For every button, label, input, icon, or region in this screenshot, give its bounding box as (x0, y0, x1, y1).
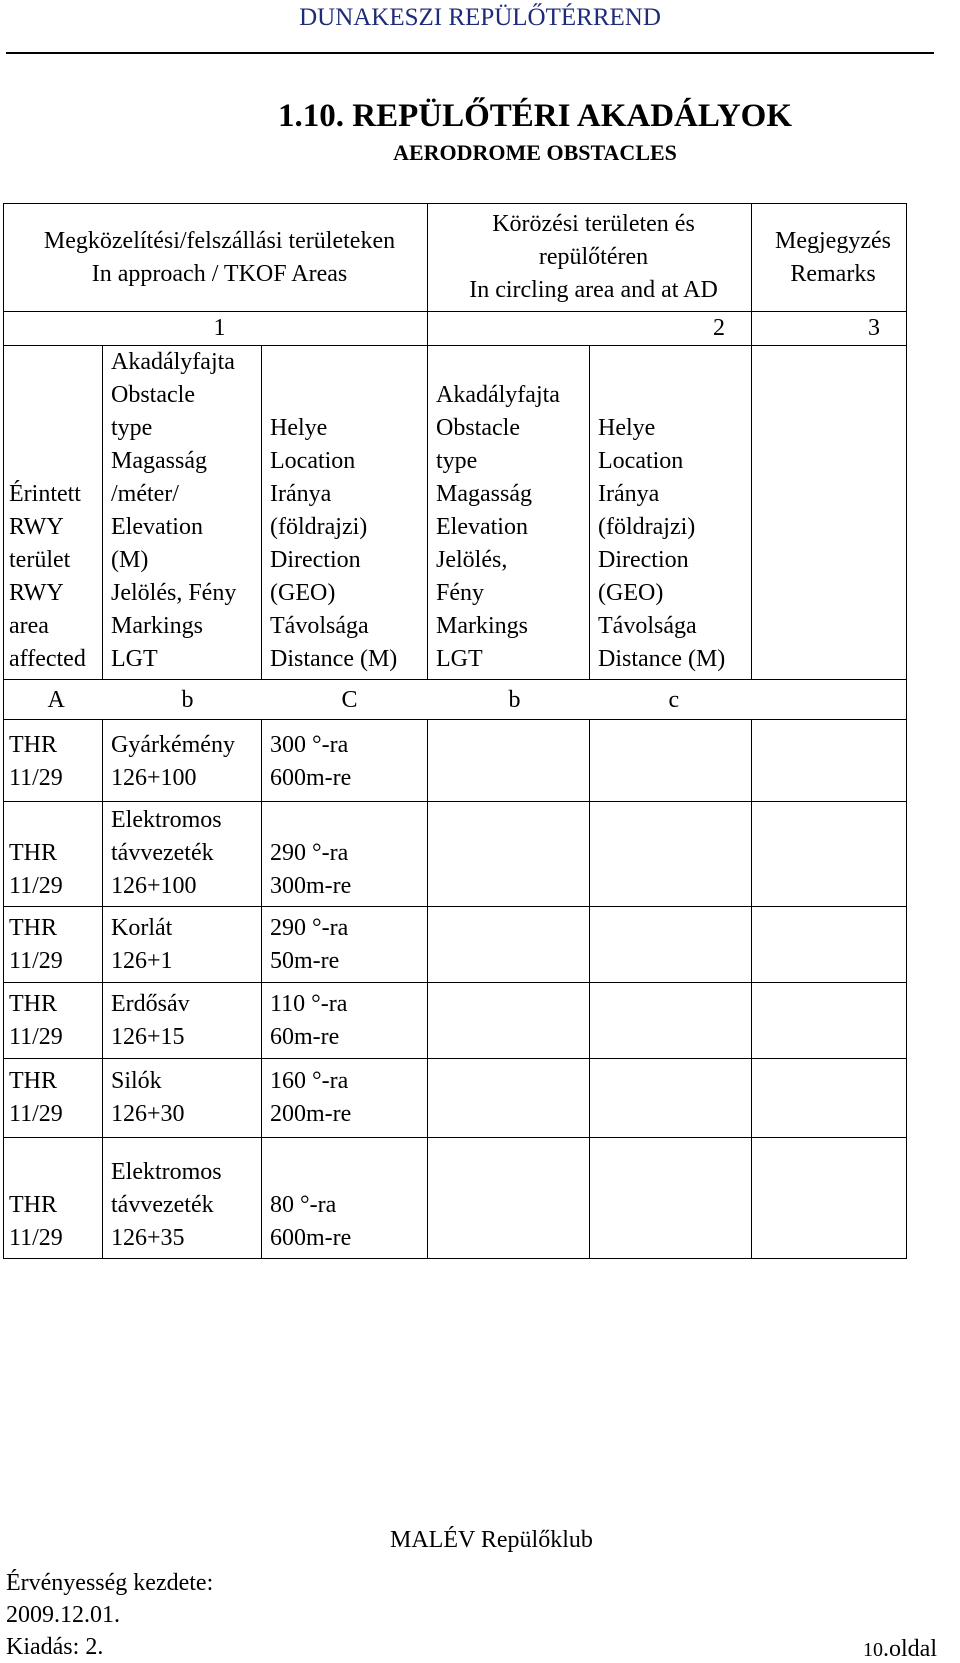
obstacle-cell: Elektromos távvezeték 126+35 (103, 1138, 262, 1259)
location-cell: 290 °-ra 50m-re (262, 907, 428, 983)
letter-a: A (47, 686, 65, 713)
rwy-cell: THR 11/29 (4, 1059, 103, 1138)
obstacles-table (3, 203, 907, 1259)
table-row (4, 1059, 907, 1138)
location-header: Helye Location Iránya (földrajzi) Direction (GEO) Távolsága Distance (M) (262, 346, 428, 680)
footer-validity-label: Érvényesség kezdete: (6, 1570, 214, 1596)
circling-obstacle-cell (428, 720, 590, 802)
remarks-cell (752, 720, 907, 802)
rwy-cell: THR 11/29 (4, 720, 103, 802)
remarks-cell (752, 1059, 907, 1138)
header-divider (6, 52, 934, 54)
location-cell: 300 °-ra 600m-re (262, 720, 428, 802)
rwy-cell: THR 11/29 (4, 802, 103, 907)
remarks-cell (752, 802, 907, 907)
circling-location-cell (590, 1059, 752, 1138)
group-number-3: 3 (752, 312, 907, 346)
table-row (4, 907, 907, 983)
obstacle-cell: Gyárkémény 126+100 (103, 720, 262, 802)
circling-group-header: Körözési területen és repülőtéren In circling area and at AD (428, 204, 752, 312)
footer-page-number: 10.oldal (863, 1636, 937, 1662)
circling-location-cell (590, 802, 752, 907)
circling-obstacle-cell (428, 802, 590, 907)
approach-group-header: Megközelítési/felszállási területeken In approach / TKOF Areas (4, 204, 428, 312)
group-number-1: 1 (4, 312, 428, 346)
column-letters (4, 680, 907, 720)
rwy-area-header: Érintett RWY terület RWY area affected (4, 346, 103, 680)
obstacle-cell: Silók 126+30 (103, 1059, 262, 1138)
remarks-cell (752, 983, 907, 1059)
location-cell: 110 °-ra 60m-re (262, 983, 428, 1059)
circling-obstacle-cell (428, 1138, 590, 1259)
footer-issue: Kiadás: 2. (6, 1634, 104, 1660)
remarks-group-header: Megjegyzés Remarks (752, 204, 907, 312)
table-row (4, 720, 907, 802)
location-cell: 160 °-ra 200m-re (262, 1059, 428, 1138)
letter-b1: b (181, 686, 194, 713)
remarks-cell (752, 1138, 907, 1259)
section-subtitle: AERODROME OBSTACLES (393, 140, 677, 165)
circling-location-cell (590, 907, 752, 983)
letter-b2: b (508, 686, 521, 713)
circling-location-header: Helye Location Iránya (földrajzi) Direction (GEO) Távolsága Distance (M) (590, 346, 752, 680)
remarks-cell (752, 907, 907, 983)
group-number-row (4, 312, 907, 346)
location-cell: 290 °-ra 300m-re (262, 802, 428, 907)
column-header-row (4, 346, 907, 680)
column-letter-row (4, 680, 907, 720)
obstacle-cell: Korlát 126+1 (103, 907, 262, 983)
section-title: 1.10. REPÜLŐTÉRI AKADÁLYOK (277, 98, 793, 134)
table-row (4, 802, 907, 907)
circling-obstacle-cell (428, 907, 590, 983)
rwy-cell: THR 11/29 (4, 1138, 103, 1259)
rwy-cell: THR 11/29 (4, 907, 103, 983)
document-header-title: DUNAKESZI REPÜLŐTÉRREND (299, 4, 661, 31)
group-number-2: 2 (428, 312, 752, 346)
rwy-cell: THR 11/29 (4, 983, 103, 1059)
remarks-header (752, 346, 907, 680)
group-header-row (4, 204, 907, 312)
footer-club-name: MALÉV Repülőklub (390, 1527, 593, 1553)
circling-location-cell (590, 1138, 752, 1259)
letter-c2: c (668, 686, 680, 713)
footer-validity-date: 2009.12.01. (6, 1602, 120, 1628)
circling-obstacle-cell (428, 1059, 590, 1138)
circling-obstacle-type-header: Akadályfajta Obstacle type Magasság Elevation Jelölés, Fény Markings LGT (428, 346, 590, 680)
table-row (4, 983, 907, 1059)
obstacle-cell: Erdősáv 126+15 (103, 983, 262, 1059)
circling-obstacle-cell (428, 983, 590, 1059)
obstacle-type-header: Akadályfajta Obstacle type Magasság /méter/ Elevation (M) Jelölés, Fény Markings LGT (103, 346, 262, 680)
circling-location-cell (590, 983, 752, 1059)
obstacle-cell: Elektromos távvezeték 126+100 (103, 802, 262, 907)
location-cell: 80 °-ra 600m-re (262, 1138, 428, 1259)
circling-location-cell (590, 720, 752, 802)
letter-c: C (341, 686, 358, 713)
table-row (4, 1138, 907, 1259)
